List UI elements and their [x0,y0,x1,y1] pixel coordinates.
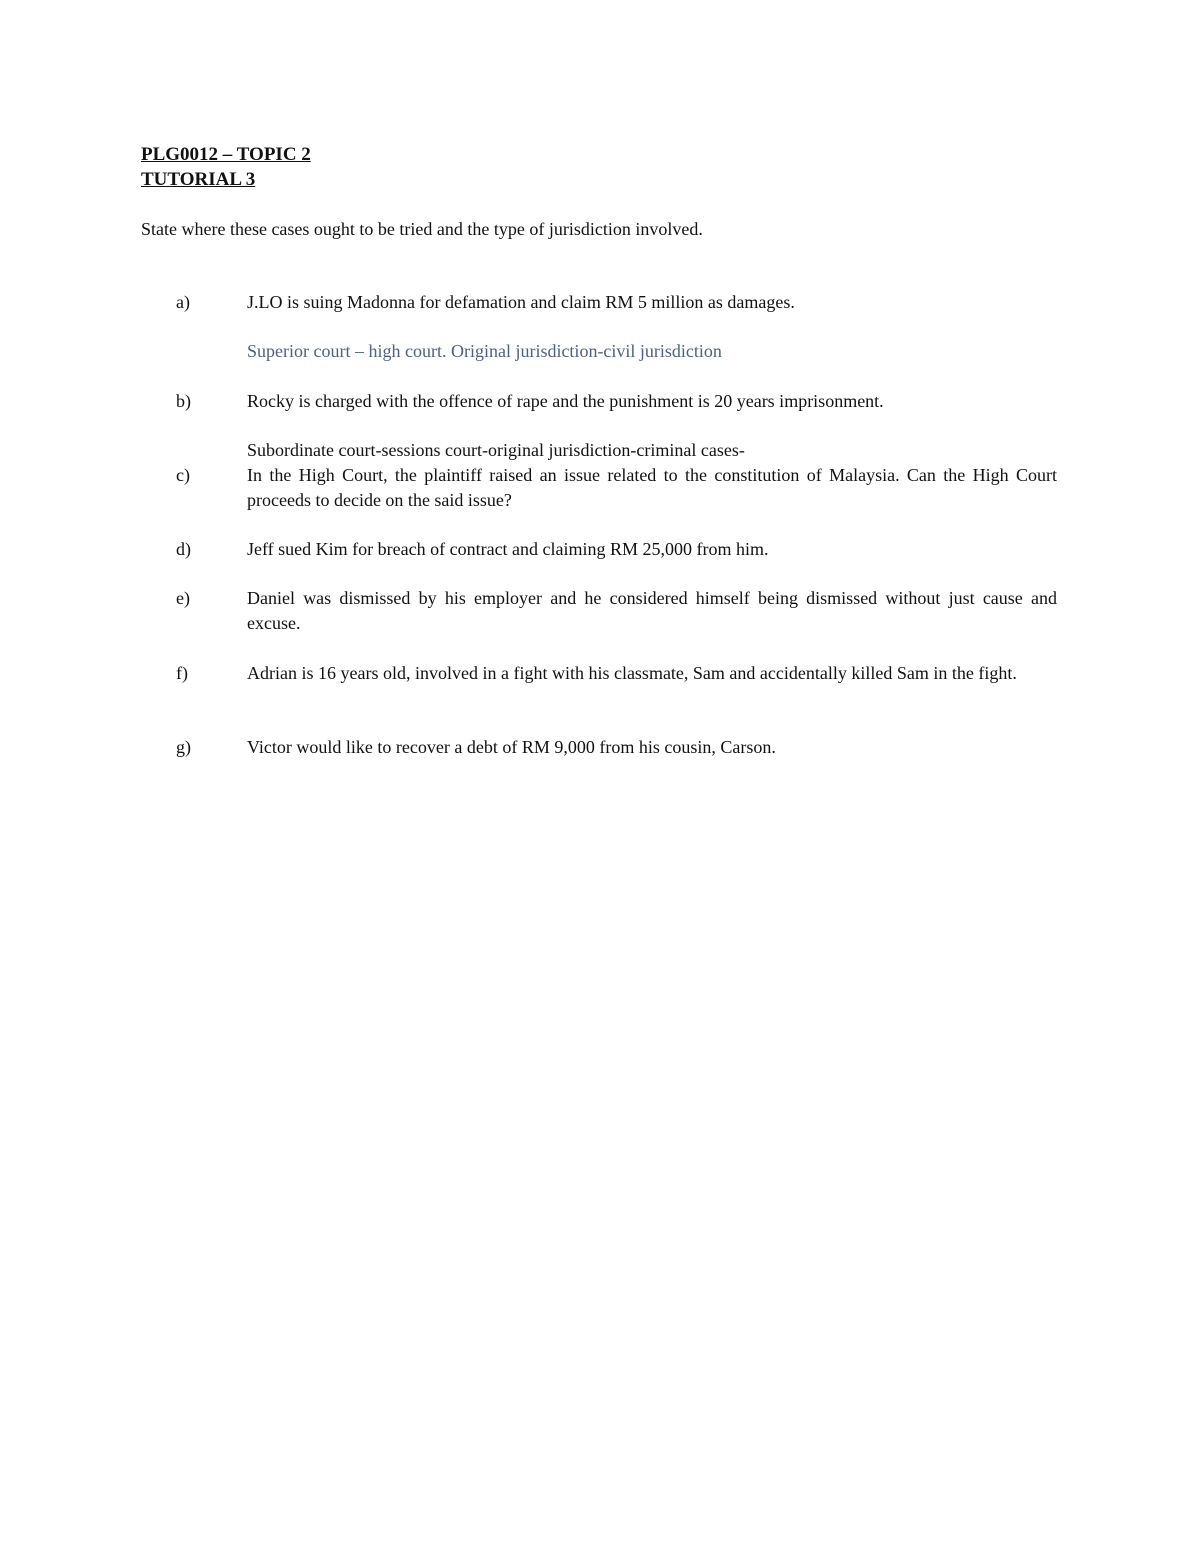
question-text-g: Victor would like to recover a debt of RM 9,000 from his cousin, Carson. [247,737,776,757]
question-marker-d: d) [176,539,191,559]
question-text-f: Adrian is 16 years old, involved in a fight with his classmate, Sam and accidentally killed Sam in the fight. [247,663,1017,683]
instruction-text: State where these cases ought to be tried and the type of jurisdiction involved. [141,219,703,239]
question-marker-f: f) [176,663,188,683]
document-subtitle: TUTORIAL 3 [141,169,256,190]
question-text-d: Jeff sued Kim for breach of contract and claiming RM 25,000 from him. [247,539,769,559]
document-title: PLG0012 – TOPIC 2 [141,144,311,165]
question-text-a: J.LO is suing Madonna for defamation and claim RM 5 million as damages. [247,292,795,312]
question-text-c: In the High Court, the plaintiff raised an issue related to the constitution of Malaysia. Can the High Court proceeds to decide on the said issue? [247,465,1057,510]
question-marker-c: c) [176,465,190,485]
answer-text-a: Superior court – high court. Original jurisdiction-civil jurisdiction [247,341,722,361]
question-marker-a: a) [176,292,190,312]
question-marker-g: g) [176,737,191,757]
question-text-b: Rocky is charged with the offence of rape and the punishment is 20 years imprisonment. [247,391,884,411]
question-text-e: Daniel was dismissed by his employer and he considered himself being dismissed without just cause and excuse. [247,588,1057,633]
question-marker-e: e) [176,588,190,608]
question-marker-b: b) [176,391,191,411]
answer-text-b: Subordinate court-sessions court-original jurisdiction-criminal cases- [247,440,745,460]
